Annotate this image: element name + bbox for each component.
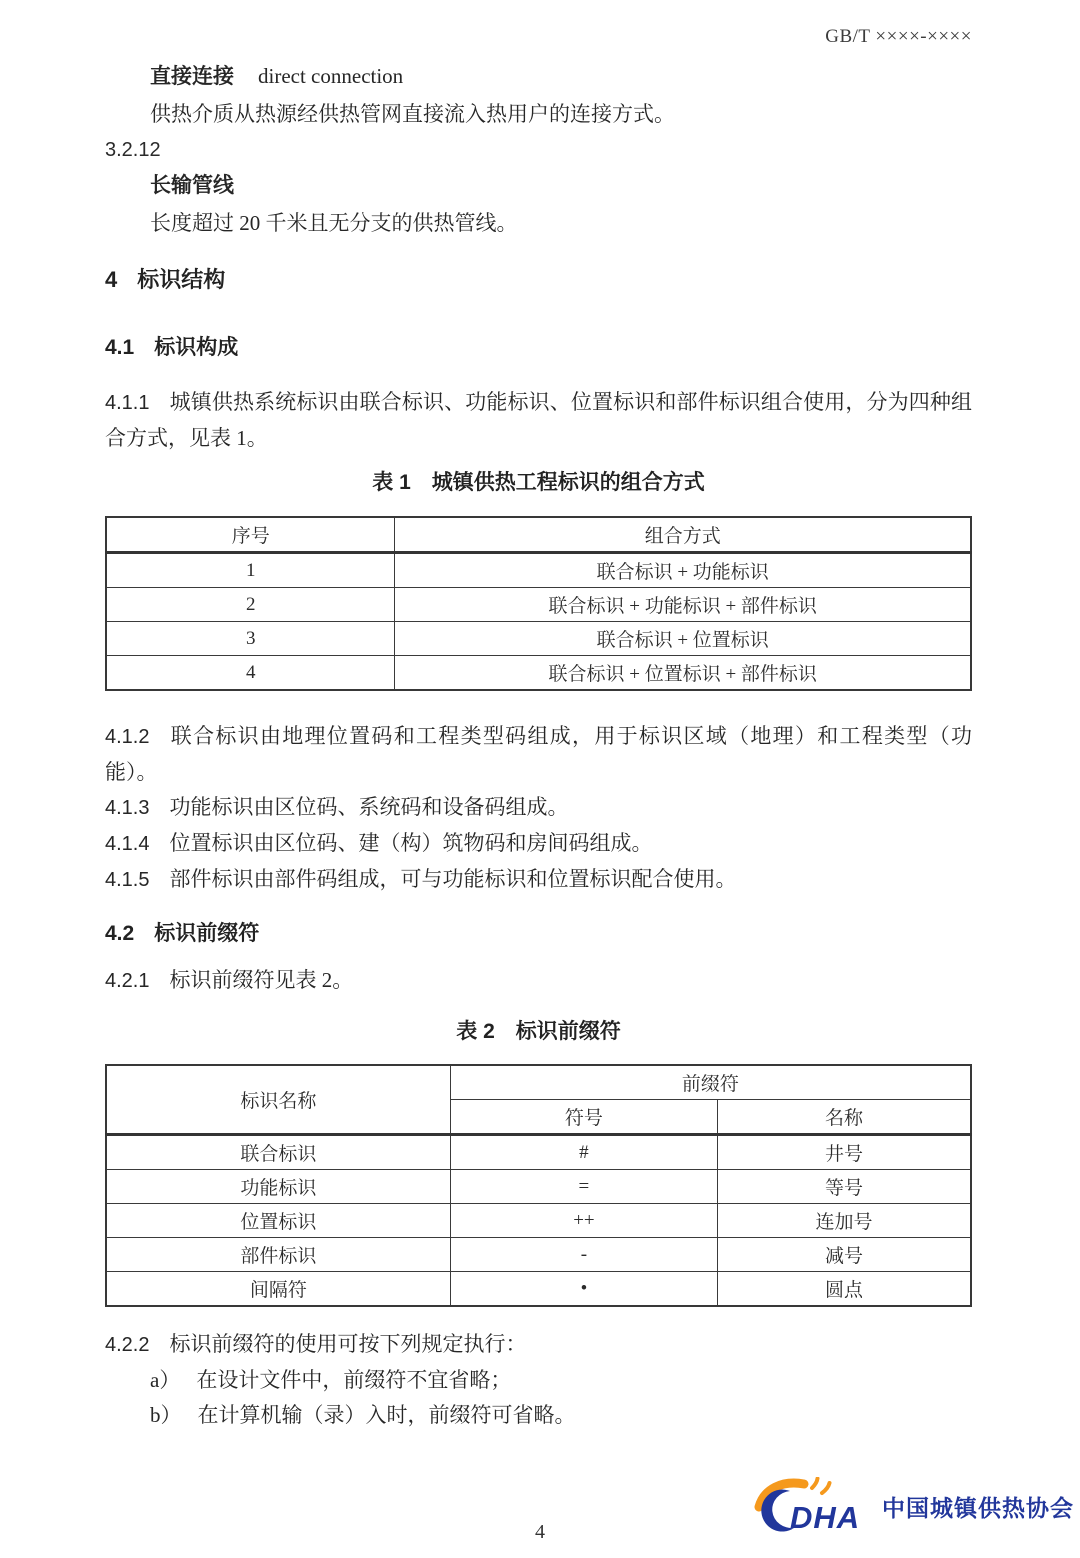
table-cell: # [450, 1135, 717, 1170]
table-cell: 2 [106, 588, 395, 622]
table-cell: 部件标识 [106, 1238, 450, 1272]
clause-text: 标识前缀符见表 2。 [169, 968, 354, 992]
clause-text: 城镇供热系统标识由联合标识、功能标识、位置标识和部件标识组合使用，分为四种组合方式，见表 1。 [105, 390, 972, 450]
table-2-header-name: 标识名称 [106, 1065, 450, 1135]
table-1-caption: 表 1 城镇供热工程标识的组合方式 [372, 471, 705, 494]
table-cell: 联合标识 + 功能标识 [395, 553, 971, 588]
table-row [106, 622, 971, 656]
subsection-title: 标识前缀符 [154, 922, 260, 945]
table-2-subheader-label: 名称 [718, 1100, 971, 1135]
clause-4-2-1 [105, 963, 972, 999]
term-zh: 直接连接 [150, 65, 234, 88]
table-row [106, 1238, 971, 1272]
subsection-heading-4-2 [105, 921, 972, 946]
term-definition: 供热介质从热源经供热管网直接流入热用户的连接方式。 [150, 102, 675, 126]
subsection-heading-4-1 [105, 335, 972, 360]
clause-4-2-2 [105, 1327, 972, 1363]
table-row [106, 588, 971, 622]
clause-text: 功能标识由区位码、系统码和设备码组成。 [169, 795, 569, 819]
table-cell: 连加号 [718, 1204, 971, 1238]
term-zh: 长输管线 [150, 174, 234, 197]
table-1-header-combo: 组合方式 [395, 517, 971, 553]
table-cell: - [450, 1238, 717, 1272]
subsection-number: 4.1 [105, 336, 135, 359]
table-cell: 联合标识 + 位置标识 [395, 622, 971, 656]
list-item-b [105, 1398, 972, 1433]
table-cell: 联合标识 + 功能标识 + 部件标识 [395, 588, 971, 622]
term-entry [105, 169, 972, 202]
list-label: b） [150, 1403, 182, 1427]
table-cell: 联合标识 + 位置标识 + 部件标识 [395, 656, 971, 691]
section-title: 标识结构 [137, 267, 226, 292]
table-cell: 间隔符 [106, 1272, 450, 1307]
term-en: direct connection [258, 64, 404, 88]
clause-number: 4.1.1 [105, 392, 150, 414]
table-row [106, 1204, 971, 1238]
table-2-header-prefix-group: 前缀符 [450, 1065, 971, 1100]
logo-acronym: DHA [790, 1500, 861, 1535]
clause-number: 4.1.5 [105, 869, 150, 891]
table-cell: 功能标识 [106, 1170, 450, 1204]
table-cell: = [450, 1170, 717, 1204]
clause-number: 4.1.3 [105, 797, 150, 819]
logo-ray-icon [822, 1483, 830, 1493]
table-cell: 联合标识 [106, 1135, 450, 1170]
list-item-a [105, 1363, 972, 1398]
table-cell: 3 [106, 622, 395, 656]
clause-number: 4.1.2 [105, 726, 150, 748]
list-text: 在设计文件中，前缀符不宜省略； [196, 1368, 512, 1392]
table-cell: 减号 [718, 1238, 971, 1272]
clause-4-1-4 [105, 826, 972, 862]
logo-ray-icon [812, 1479, 818, 1489]
table-cell: 1 [106, 553, 395, 588]
table-cell: 4 [106, 656, 395, 691]
table-cell: 圆点 [718, 1272, 971, 1307]
page-number: 4 [535, 1521, 545, 1543]
clause-4-1-1 [105, 385, 972, 456]
clause-4-1-2 [105, 719, 972, 790]
clause-text: 位置标识由区位码、建（构）筑物码和房间码组成。 [169, 831, 653, 855]
table-cell: ++ [450, 1204, 717, 1238]
clause-text: 联合标识由地理位置码和工程类型码组成，用于标识区域（地理）和工程类型（功能）。 [105, 724, 972, 784]
table-2 [105, 1064, 972, 1307]
table-cell: • [450, 1272, 717, 1307]
table-1 [105, 516, 972, 691]
clause-4-1-5 [105, 862, 972, 898]
table-row [106, 1135, 971, 1170]
clause-number: 3.2.12 [105, 139, 161, 161]
list-text: 在计算机输（录）入时，前缀符可省略。 [197, 1403, 576, 1427]
association-name: 中国城镇供热协会 [882, 1494, 1074, 1521]
table-2-header-row [106, 1065, 971, 1100]
term-entry [105, 60, 972, 93]
section-number: 4 [105, 267, 118, 292]
table-2-subheader-symbol: 符号 [450, 1100, 717, 1135]
table-2-caption: 表 2 标识前缀符 [456, 1020, 621, 1043]
section-heading-4 [105, 267, 972, 293]
standard-number: GB/T ××××-×××× [825, 26, 972, 47]
clause-number: 4.2.1 [105, 970, 150, 992]
list-label: a） [150, 1368, 181, 1392]
table-cell: 井号 [718, 1135, 971, 1170]
table-cell: 等号 [718, 1170, 971, 1204]
table-cell: 位置标识 [106, 1204, 450, 1238]
table-row [106, 1272, 971, 1307]
clause-text: 标识前缀符的使用可按下列规定执行： [169, 1332, 527, 1356]
table-1-header-seq: 序号 [106, 517, 395, 553]
clause-number: 4.1.4 [105, 833, 150, 855]
table-1-header-row [106, 517, 971, 553]
subsection-number: 4.2 [105, 922, 135, 945]
clause-4-1-3 [105, 790, 972, 826]
subsection-title: 标识构成 [154, 336, 239, 359]
clause-text: 部件标识由部件码组成，可与功能标识和位置标识配合使用。 [169, 867, 737, 891]
term-definition: 长度超过 20 千米且无分支的供热管线。 [150, 211, 518, 235]
table-row [106, 656, 971, 691]
clause-number: 4.2.2 [105, 1334, 150, 1356]
table-row [106, 553, 971, 588]
table-row [106, 1170, 971, 1204]
